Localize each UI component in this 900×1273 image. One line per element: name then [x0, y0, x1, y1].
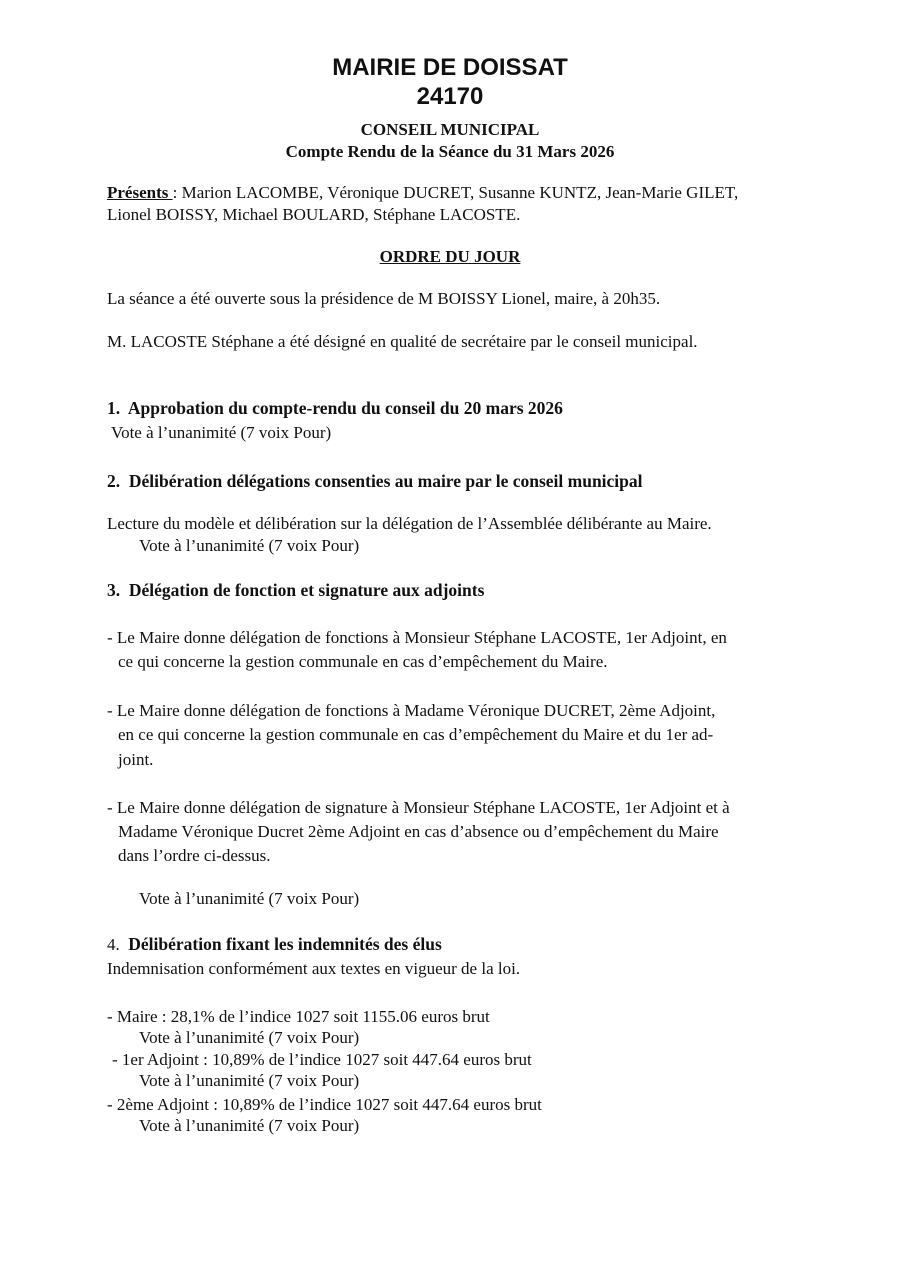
- section-4-title: Délibération fixant les indemnités des élus: [128, 934, 442, 954]
- section-2-title: Délibération délégations consenties au maire par le conseil municipal: [128, 471, 643, 491]
- section-2-vote: Vote à l’unanimité (7 voix Pour): [139, 536, 360, 555]
- section-3-item-3-line-2: Madame Véronique Ducret 2ème Adjoint en cas d’absence ou d’empêchement du Maire: [118, 822, 719, 841]
- attendance-label: Présents: [107, 183, 173, 202]
- section-3-item-3-line-3: dans l’ordre ci-dessus.: [118, 846, 271, 865]
- attendance-line-2: Lionel BOISSY, Michael BOULARD, Stéphane LACOSTE.: [107, 205, 521, 224]
- section-2-number: 2.: [107, 471, 121, 491]
- section-2-body: Lecture du modèle et délibération sur la délégation de l’Assemblée délibérante au Maire.: [107, 514, 712, 533]
- section-4-item-2-vote: Vote à l’unanimité (7 voix Pour): [139, 1071, 360, 1090]
- section-4-item-3: - 2ème Adjoint : 10,89% de l’indice 1027 soit 447.64 euros brut: [107, 1095, 542, 1114]
- postcode: 24170: [416, 83, 484, 110]
- section-1-vote: Vote à l’unanimité (7 voix Pour): [111, 423, 332, 442]
- section-4-item-2: - 1er Adjoint : 10,89% de l’indice 1027 soit 447.64 euros brut: [112, 1050, 532, 1069]
- section-2-heading: [107, 471, 643, 492]
- section-1-heading: [107, 398, 563, 419]
- section-3-item-2-line-1: - Le Maire donne délégation de fonctions à Madame Véronique DUCRET, 2ème Adjoint,: [107, 701, 716, 720]
- session-title: Compte Rendu de la Séance du 31 Mars 2026: [285, 142, 615, 161]
- section-3-item-2-line-3: joint.: [118, 750, 154, 769]
- agenda-title: ORDRE DU JOUR: [379, 247, 521, 266]
- section-4-item-1: - Maire : 28,1% de l’indice 1027 soit 1155.06 euros brut: [107, 1007, 490, 1026]
- attendance-names-1: : Marion LACOMBE, Véronique DUCRET, Susanne KUNTZ, Jean-Marie GILET,: [172, 183, 739, 202]
- section-3-vote: Vote à l’unanimité (7 voix Pour): [139, 889, 360, 908]
- section-1-title: Approbation du compte-rendu du conseil du 20 mars 2026: [127, 398, 563, 418]
- section-3-item-3-line-1: - Le Maire donne délégation de signature à Monsieur Stéphane LACOSTE, 1er Adjoint et à: [107, 798, 730, 817]
- section-3-item-1-line-1: - Le Maire donne délégation de fonctions à Monsieur Stéphane LACOSTE, 1er Adjoint, en: [107, 628, 727, 647]
- section-3-item-1-line-2: ce qui concerne la gestion communale en cas d’empêchement du Maire.: [118, 652, 608, 671]
- secretary-statement: M. LACOSTE Stéphane a été désigné en qualité de secrétaire par le conseil municipal.: [107, 332, 698, 351]
- attendance-line-1: [107, 183, 793, 203]
- section-4-heading: [107, 934, 442, 955]
- section-3-number: 3.: [107, 580, 121, 600]
- page-title: MAIRIE DE DOISSAT: [332, 54, 568, 81]
- section-4-item-1-vote: Vote à l’unanimité (7 voix Pour): [139, 1028, 360, 1047]
- section-4-item-3-vote: Vote à l’unanimité (7 voix Pour): [139, 1116, 360, 1135]
- section-3-item-2-line-2: en ce qui concerne la gestion communale en cas d’empêchement du Maire et du 1er ad-: [118, 725, 714, 744]
- section-1-number: 1.: [107, 398, 121, 418]
- opening-statement: La séance a été ouverte sous la présidence de M BOISSY Lionel, maire, à 20h35.: [107, 289, 661, 308]
- document-subtitle: CONSEIL MUNICIPAL: [360, 120, 540, 139]
- section-4-number: 4.: [107, 935, 120, 954]
- section-3-heading: [107, 580, 484, 601]
- section-3-title: Délégation de fonction et signature aux adjoints: [128, 580, 485, 600]
- section-4-body: Indemnisation conformément aux textes en vigueur de la loi.: [107, 959, 521, 978]
